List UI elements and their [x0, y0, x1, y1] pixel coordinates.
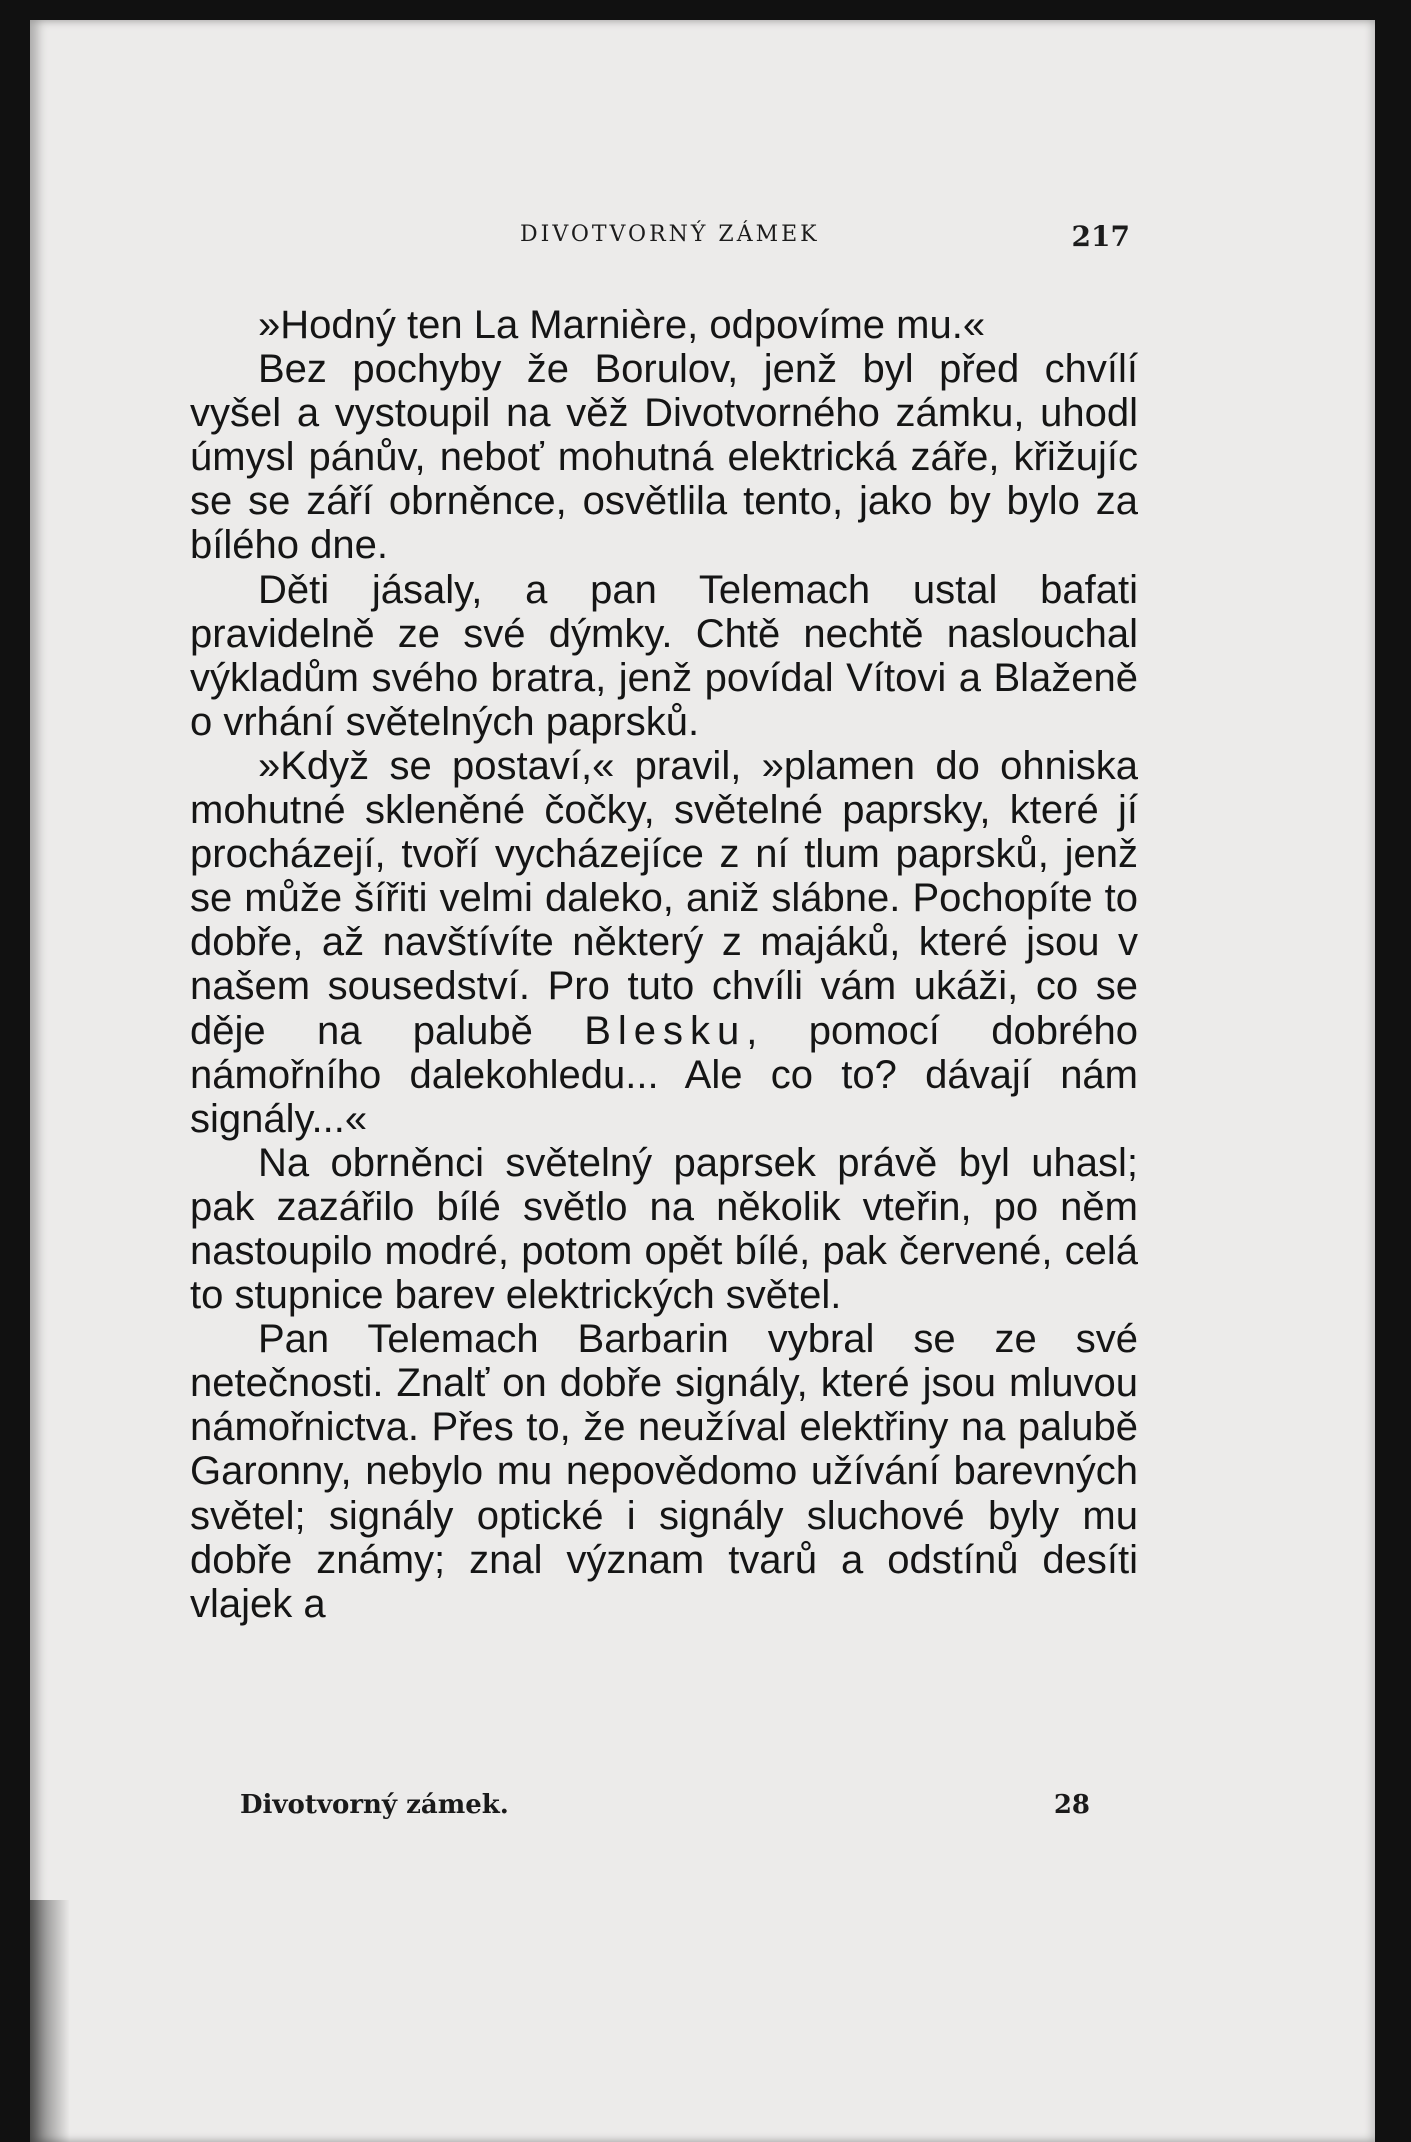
body-text [190, 303, 1138, 1626]
page-footer [240, 1790, 1090, 1830]
paragraph-4-before: »Když se postaví,« pravil, »plamen do ohniska mohutné skleněné čočky, světelné paprsky, které jí procházejí, tvoří vycházejíce z ní tlum paprsků, jenž se může šířiti velmi daleko, aniž slábne. Pochopíte to dobře, až navštívíte některý z majáků, které jsou v našem sousedství. Pro tuto chvíli vám ukáži, co se děje na palubě [190, 743, 1138, 1053]
paragraph-4-after: , pomocí dobrého námořního dalekohledu... Ale co to? dávají nám signály...« [190, 1008, 1138, 1141]
paragraph-2: Bez pochyby že Borulov, jenž byl před chvílí vyšel a vystoupil na věž Divotvorného zámku, uhodl úmysl pánův, neboť mohutná elektrická záře, křižujíc se se září obrněnce, osvětlila tento, jako by bylo za bílého dne. [190, 347, 1138, 568]
page-header [190, 222, 1130, 262]
paragraph-3: Děti jásaly, a pan Telemach ustal bafati pravidelně ze své dýmky. Chtě nechtě naslouchal výkladům svého bratra, jenž povídal Vítovi a Blaženě o vrhání světelných paprsků. [190, 567, 1138, 744]
paragraph-6: Pan Telemach Barbarin vybral se ze své netečnosti. Znalť on dobře signály, které jsou mluvou námořnictva. Přes to, že neužíval elektřiny na palubě Garonny, nebylo mu nepovědomo užívání barevných světel; signály optické i signály sluchové byly mu dobře známy; znal význam tvarů a odstínů desíti vlajek a [190, 1317, 1138, 1626]
signature-title: Divotvorný zámek. [240, 1790, 509, 1820]
paragraph-5: Na obrněnci světelný paprsek právě byl uhasl; pak zazářilo bílé světlo na několik vteřin, po něm nastoupilo modré, potom opět bílé, pak červené, celá to stupnice barev elektrických světel. [190, 1140, 1138, 1318]
signature-number: 28 [1053, 1790, 1090, 1820]
page-number: 217 [1071, 220, 1130, 253]
ship-name: Blesku [584, 1008, 747, 1053]
paragraph-1: »Hodný ten La Marnière, odpovíme mu.« [258, 303, 986, 347]
running-title: DIVOTVORNÝ ZÁMEK [520, 222, 820, 247]
spine-shadow [30, 1900, 70, 2142]
paragraph-4 [190, 744, 1138, 1141]
